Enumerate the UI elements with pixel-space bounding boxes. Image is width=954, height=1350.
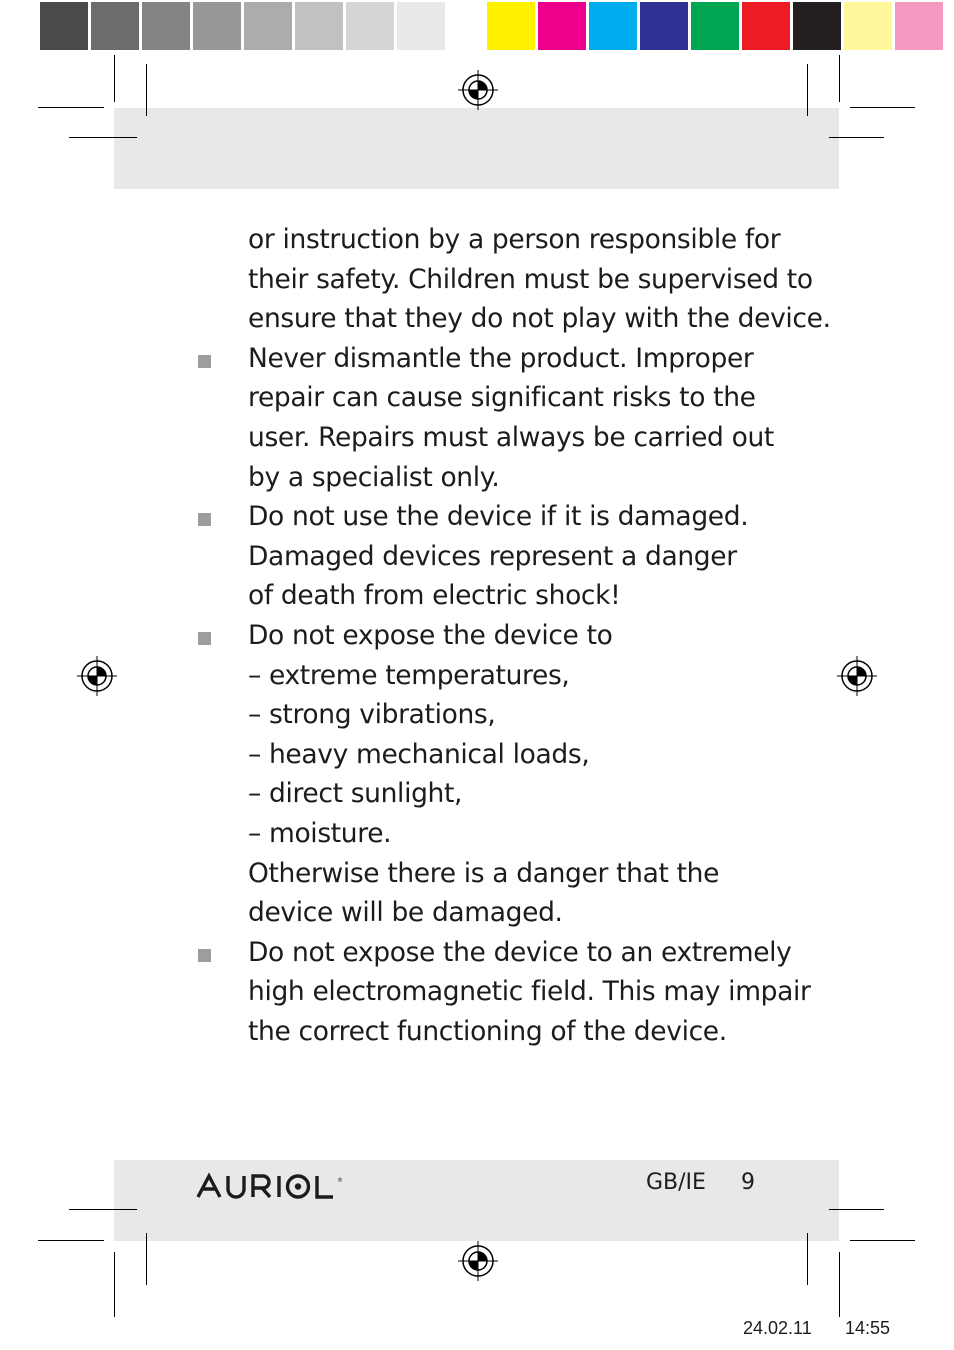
region-code: GB/IE: [646, 1170, 706, 1195]
text-line: [248, 616, 788, 656]
calibration-swatch: [793, 2, 841, 50]
text-line-content: Do not use the device if it is damaged.: [248, 501, 749, 533]
page-number: 9: [741, 1170, 755, 1195]
registration-mark-icon: [75, 654, 119, 698]
color-calibration-bar: [487, 2, 946, 50]
text-line: [248, 854, 788, 894]
bullet-square-icon: [198, 632, 211, 645]
text-line: [248, 537, 788, 577]
text-line-content: device will be damaged.: [248, 897, 563, 929]
header-band: [114, 108, 839, 189]
calibration-swatch: [742, 2, 790, 50]
svg-text:®: ®: [337, 1177, 343, 1184]
calibration-swatch: [193, 2, 241, 50]
text-line-content: or instruction by a person responsible for: [248, 224, 781, 255]
text-line-content: Otherwise there is a danger that the: [248, 857, 720, 889]
calibration-swatch: [295, 2, 343, 50]
calibration-swatch: [487, 2, 535, 50]
calibration-swatch: [844, 2, 892, 50]
text-line: [248, 695, 788, 735]
text-line-content: – extreme temperatures,: [248, 659, 570, 691]
text-line: [248, 893, 788, 933]
text-line-content: by a specialist only.: [248, 461, 500, 493]
calibration-swatch: [538, 2, 586, 50]
text-line-content: repair can cause significant risks to the: [248, 382, 756, 414]
print-time: 14:55: [845, 1318, 891, 1338]
calibration-swatch: [91, 2, 139, 50]
calibration-swatch: [142, 2, 190, 50]
text-line: [248, 497, 788, 537]
registration-mark-icon: [456, 1239, 500, 1283]
text-line-content: Do not expose the device to an extremely: [248, 936, 792, 968]
bullet-square-icon: [198, 949, 211, 962]
calibration-swatch: [691, 2, 739, 50]
text-line-content: high electromagnetic field. This may impair: [248, 976, 811, 1008]
calibration-swatch: [40, 2, 88, 50]
calibration-swatch: [895, 2, 943, 50]
calibration-swatch: [346, 2, 394, 50]
text-line-content: – strong vibrations,: [248, 699, 496, 731]
print-date: 24.02.11: [743, 1318, 812, 1338]
text-line-content: – moisture.: [248, 817, 392, 849]
text-line-content: – heavy mechanical loads,: [248, 738, 590, 770]
text-line: [248, 220, 788, 260]
registration-mark-icon: [835, 654, 879, 698]
text-line-content: – direct sunlight,: [248, 778, 463, 810]
text-line-content: of death from electric shock!: [248, 580, 621, 612]
text-line: [248, 933, 792, 973]
text-line: [248, 774, 788, 814]
text-line: [248, 814, 788, 854]
auriol-logo: [196, 1172, 356, 1202]
bullet-square-icon: [198, 355, 211, 368]
text-line: [248, 1012, 788, 1052]
text-line: [248, 260, 813, 300]
text-line-content: user. Repairs must always be carried out: [248, 421, 774, 453]
text-line: [248, 576, 788, 616]
text-line-content: ensure that they do not play with the device.: [248, 303, 831, 335]
bullet-square-icon: [198, 513, 211, 526]
text-line: [248, 339, 788, 379]
text-line: [248, 735, 788, 775]
text-line: [248, 458, 788, 498]
text-line: [248, 418, 788, 458]
calibration-swatch: [640, 2, 688, 50]
calibration-swatch: [244, 2, 292, 50]
grayscale-calibration-bar: [40, 2, 499, 50]
text-line: [248, 299, 831, 339]
text-line-content: Damaged devices represent a danger: [248, 540, 737, 572]
text-line-content: the correct functioning of the device.: [248, 1015, 727, 1047]
text-line: [248, 656, 788, 696]
text-line-content: Do not expose the device to: [248, 619, 613, 651]
registration-mark-icon: [456, 68, 500, 112]
text-line-content: their safety. Children must be supervised to: [248, 263, 813, 295]
text-line: [248, 972, 811, 1012]
text-line: [248, 378, 788, 418]
safety-instructions: [248, 220, 831, 1051]
text-line-content: Never dismantle the product. Improper: [248, 342, 754, 374]
calibration-swatch: [589, 2, 637, 50]
calibration-swatch: [397, 2, 445, 50]
